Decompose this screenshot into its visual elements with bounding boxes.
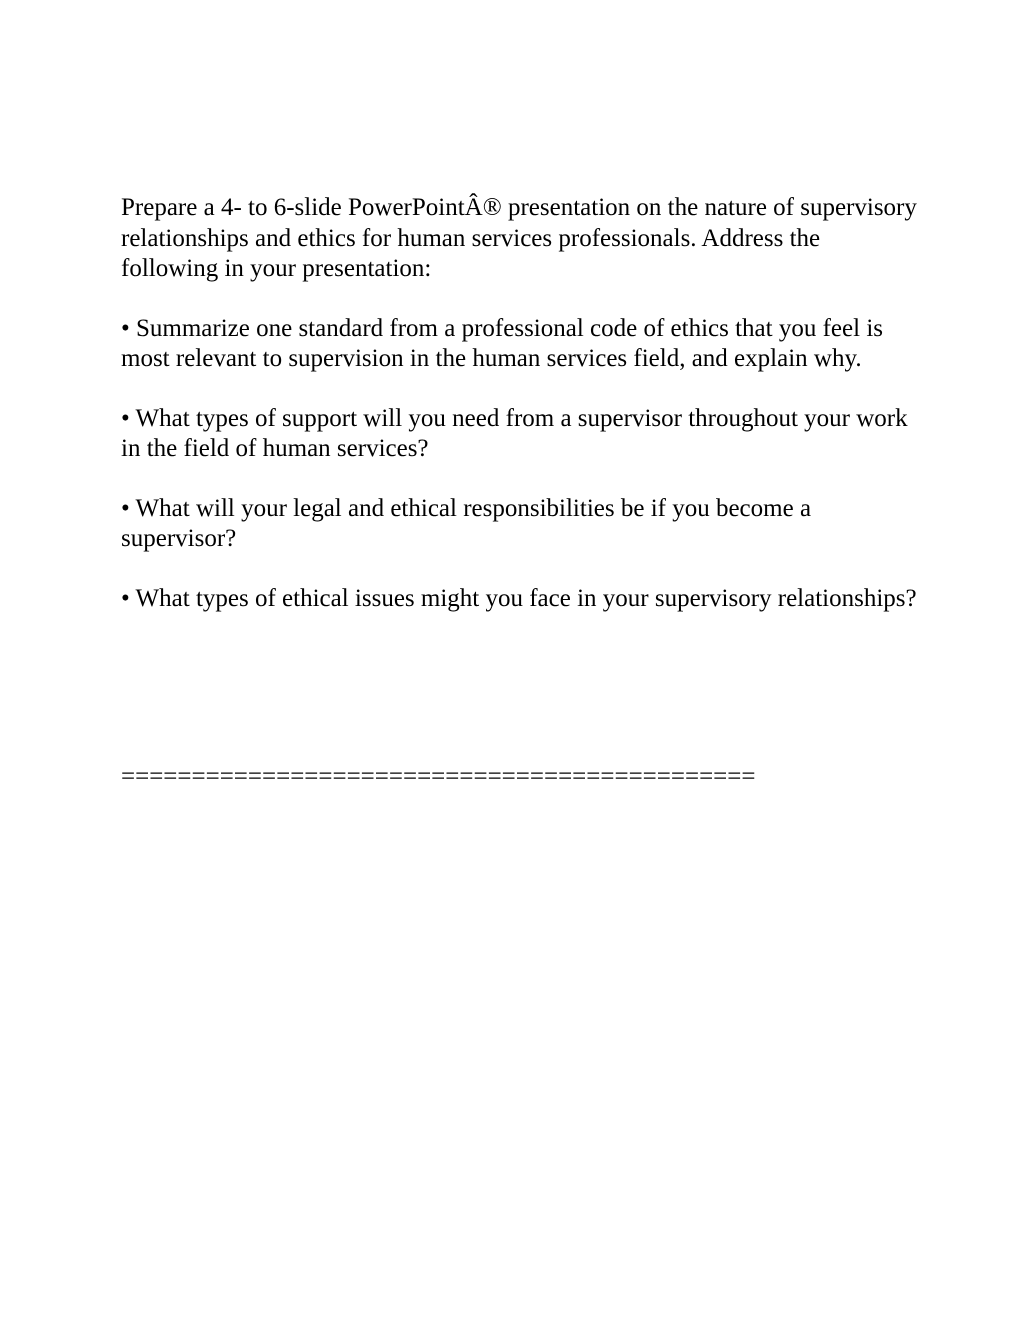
- bullet-item-ethics-standard: • Summarize one standard from a professional code of ethics that you feel is most relevant to supervision in the human services field, and explain why.: [121, 314, 883, 372]
- bullet-item-ethical-issues: • What types of ethical issues might you face in your supervisory relationships?: [121, 584, 917, 612]
- bullet-item-supervisor-support: • What types of support will you need from a supervisor throughout your work in the field of human services?: [121, 404, 908, 462]
- intro-paragraph: Prepare a 4- to 6-slide PowerPointÂ® presentation on the nature of supervisory relationships and ethics for human services professionals. Address the following in your presentation:: [121, 194, 917, 282]
- bullet-item-legal-responsibilities: • What will your legal and ethical responsibilities be if you become a supervisor?: [121, 494, 812, 552]
- separator-line: =============================================: [121, 763, 756, 790]
- document-body: [121, 193, 921, 643]
